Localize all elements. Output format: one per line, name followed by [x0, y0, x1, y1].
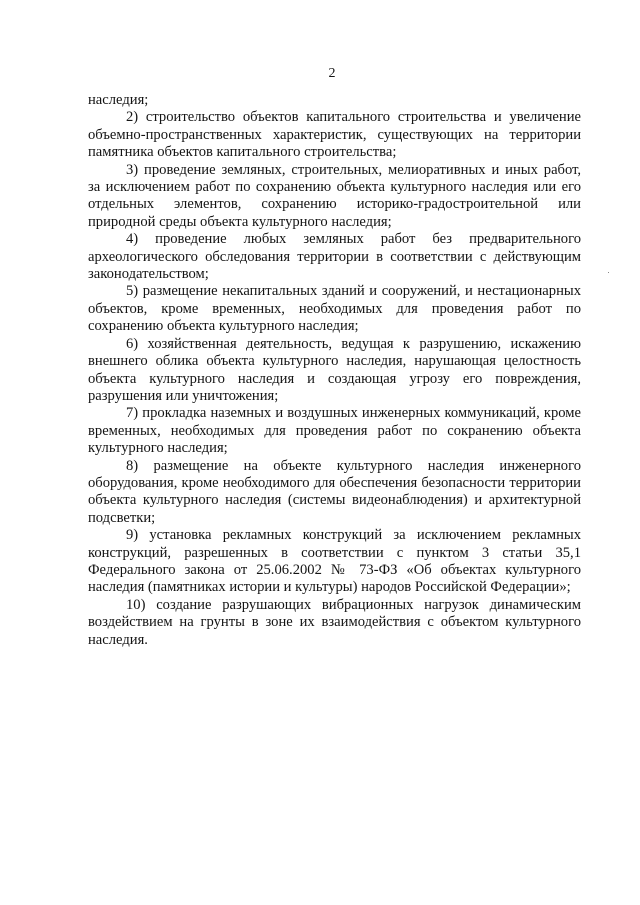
paragraph-item-9: 9) установка рекламных конструкций за исключением рекламных конструкций, разрешенных в соответствии с пунктом 3 статьи 35,1 Федерального закона от 25.06.2002 № 73-ФЗ «Об объектах культурного наследия (памятниках истории и культуры) народов Российской Федерации»;: [88, 527, 581, 596]
paragraph-item-2: 2) строительство объектов капитального строительства и увеличение объемно-пространственных характеристик, существующих на территории памятника объектов капитального строительства;: [88, 109, 581, 161]
paragraph-item-3: 3) проведение земляных, строительных, мелиоративных и иных работ, за исключением работ по сохранению объекта культурного наследия или его отдельных элементов, сохранению историко-градостроительной или природной среды объекта культурного наследия;: [88, 161, 581, 230]
paragraph-item-6: 6) хозяйственная деятельность, ведущая к разрушению, искажению внешнего облика объекта культурного наследия, нарушающая целостность объекта культурного наследия и создающая угрозу его повреждения, разрушения или уничтожения;: [88, 335, 581, 404]
page-number: 2: [328, 66, 336, 81]
paragraph-item-5: 5) размещение некапитальных зданий и сооружений, и нестационарных объектов, кроме временных, необходимых для проведения работ по сохранению объекта культурного наследия;: [88, 283, 581, 335]
paragraph-item-7: 7) прокладка наземных и воздушных инженерных коммуникаций, кроме временных, необходимых для проведения работ по сокранению объекта культурного наследия;: [88, 405, 581, 457]
paragraph-item-10: 10) создание разрушающих вибрационных нагрузок динамическим воздействием на грунты в зоне их взаимодействия с объектом культурного наследия.: [88, 596, 581, 648]
paragraph-item-8: 8) размещение на объекте культурного наследия инженерного оборудования, кроме необходимого для обеспечения безопасности территории объекта культурного наследия (системы видеонаблюдения) и архитектурной подсветки;: [88, 457, 581, 526]
scan-speck: [608, 272, 609, 273]
paragraph-continuation: наследия;: [88, 92, 149, 108]
paragraph-item-4: 4) проведение любых земляных работ без предварительного археологического обследования территории в соответствии с действующим законодательством;: [88, 231, 581, 283]
document-body: [88, 92, 581, 649]
